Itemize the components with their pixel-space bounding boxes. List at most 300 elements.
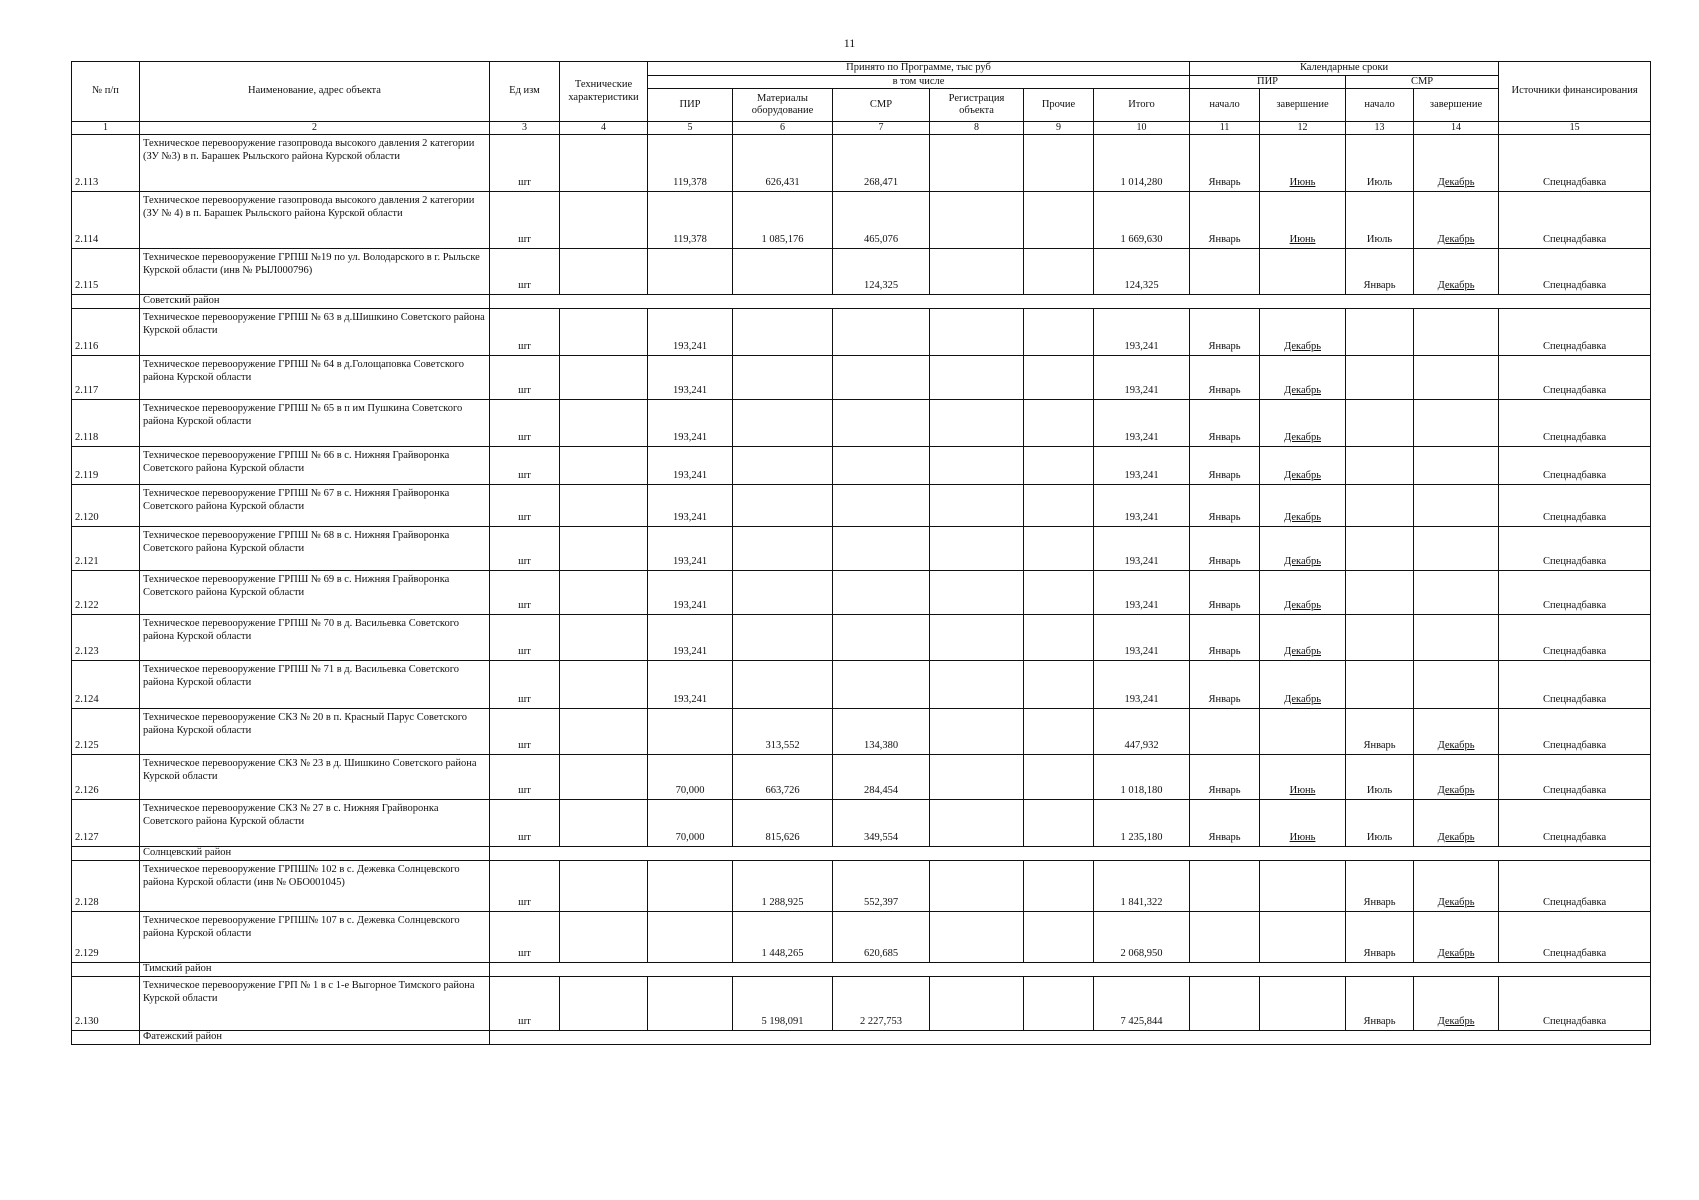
- smr-end-month: [1414, 485, 1499, 527]
- pir-start-month: [1190, 861, 1260, 912]
- unit: шт: [490, 912, 560, 963]
- pir-start-month: Январь: [1190, 571, 1260, 615]
- technical-characteristics: [560, 912, 648, 963]
- column-number: 1: [72, 122, 140, 135]
- district-cell-empty: [490, 1031, 1651, 1045]
- object-name: Техническое перевооружение ГРПШ № 64 в д.Голощаповка Советского района Курской области: [140, 356, 490, 400]
- technical-characteristics: [560, 135, 648, 192]
- column-number: 6: [733, 122, 833, 135]
- technical-characteristics: [560, 356, 648, 400]
- funding-source: Спецнадбавка: [1499, 485, 1651, 527]
- district-cell-empty: [72, 295, 140, 309]
- smr-start-month: Январь: [1346, 709, 1414, 755]
- total-cost: 124,325: [1094, 249, 1190, 295]
- district-name: Тимский район: [140, 963, 490, 977]
- funding-source: Спецнадбавка: [1499, 800, 1651, 847]
- materials-cost: [733, 527, 833, 571]
- materials-cost: [733, 356, 833, 400]
- smr-cost: 620,685: [833, 912, 930, 963]
- pir-cost: [648, 912, 733, 963]
- row-number: 2.120: [72, 485, 140, 527]
- pir-cost: 119,378: [648, 192, 733, 249]
- funding-source: Спецнадбавка: [1499, 447, 1651, 485]
- row-number: 2.122: [72, 571, 140, 615]
- registration-cost: [930, 571, 1024, 615]
- pir-start-month: Январь: [1190, 527, 1260, 571]
- table-row: [72, 615, 1651, 661]
- district-row: [72, 847, 1651, 861]
- unit: шт: [490, 400, 560, 447]
- total-cost: 193,241: [1094, 527, 1190, 571]
- header-pir-end: завершение: [1260, 89, 1346, 122]
- smr-start-month: Июль: [1346, 135, 1414, 192]
- smr-cost: [833, 661, 930, 709]
- other-cost: [1024, 661, 1094, 709]
- row-number: 2.115: [72, 249, 140, 295]
- smr-end-month: [1414, 309, 1499, 356]
- column-number: 2: [140, 122, 490, 135]
- column-number: 13: [1346, 122, 1414, 135]
- total-cost: 193,241: [1094, 447, 1190, 485]
- header-smr-start: начало: [1346, 89, 1414, 122]
- row-number: 2.127: [72, 800, 140, 847]
- table-row: [72, 527, 1651, 571]
- other-cost: [1024, 192, 1094, 249]
- smr-end-month: Декабрь: [1414, 755, 1499, 800]
- header-registration: Регистрация объекта: [930, 89, 1024, 122]
- smr-cost: [833, 527, 930, 571]
- pir-cost: [648, 861, 733, 912]
- total-cost: 447,932: [1094, 709, 1190, 755]
- header-other: Прочие: [1024, 89, 1094, 122]
- smr-cost: [833, 309, 930, 356]
- pir-start-month: Январь: [1190, 800, 1260, 847]
- smr-cost: 552,397: [833, 861, 930, 912]
- unit: шт: [490, 356, 560, 400]
- row-number: 2.130: [72, 977, 140, 1031]
- materials-cost: [733, 447, 833, 485]
- column-number: 8: [930, 122, 1024, 135]
- technical-characteristics: [560, 309, 648, 356]
- registration-cost: [930, 135, 1024, 192]
- pir-end-month: Декабрь: [1260, 485, 1346, 527]
- object-name: Техническое перевооружение ГРПШ № 63 в д.Шишкино Советского района Курской области: [140, 309, 490, 356]
- pir-cost: 193,241: [648, 571, 733, 615]
- total-cost: 1 841,322: [1094, 861, 1190, 912]
- row-number: 2.128: [72, 861, 140, 912]
- object-name: Техническое перевооружение СКЗ № 27 в с. Нижняя Грайворонка Советского района Курской области: [140, 800, 490, 847]
- header-materials: Материалы оборудование: [733, 89, 833, 122]
- smr-cost: [833, 615, 930, 661]
- pir-end-month: Декабрь: [1260, 400, 1346, 447]
- row-number: 2.119: [72, 447, 140, 485]
- technical-characteristics: [560, 400, 648, 447]
- pir-start-month: Январь: [1190, 755, 1260, 800]
- object-name: Техническое перевооружение ГРПШ № 65 в п им Пушкина Советского района Курской области: [140, 400, 490, 447]
- funding-source: Спецнадбавка: [1499, 356, 1651, 400]
- materials-cost: [733, 400, 833, 447]
- funding-source: Спецнадбавка: [1499, 309, 1651, 356]
- technical-characteristics: [560, 485, 648, 527]
- smr-cost: [833, 356, 930, 400]
- page-number: 11: [843, 36, 856, 50]
- unit: шт: [490, 485, 560, 527]
- table-header: [72, 62, 1651, 135]
- smr-start-month: [1346, 309, 1414, 356]
- table-row: [72, 912, 1651, 963]
- table-body: [72, 135, 1651, 1045]
- smr-start-month: [1346, 400, 1414, 447]
- row-number: 2.116: [72, 309, 140, 356]
- pir-start-month: Январь: [1190, 661, 1260, 709]
- object-name: Техническое перевооружение ГРПШ № 68 в с. Нижняя Грайворонка Советского района Курской области: [140, 527, 490, 571]
- materials-cost: [733, 309, 833, 356]
- pir-cost: [648, 977, 733, 1031]
- object-name: Техническое перевооружение газопровода высокого давления 2 категории (ЗУ № 4) в п. Барашек Рыльского района Курской области: [140, 192, 490, 249]
- object-name: Техническое перевооружение СКЗ № 23 в д. Шишкино Советского района Курской области: [140, 755, 490, 800]
- pir-start-month: Январь: [1190, 447, 1260, 485]
- column-number: 3: [490, 122, 560, 135]
- smr-cost: [833, 447, 930, 485]
- technical-characteristics: [560, 447, 648, 485]
- technical-characteristics: [560, 615, 648, 661]
- pir-start-month: [1190, 709, 1260, 755]
- technical-characteristics: [560, 192, 648, 249]
- smr-start-month: [1346, 447, 1414, 485]
- pir-cost: 193,241: [648, 309, 733, 356]
- registration-cost: [930, 309, 1024, 356]
- funding-source: Спецнадбавка: [1499, 661, 1651, 709]
- table-row: [72, 192, 1651, 249]
- pir-cost: 70,000: [648, 755, 733, 800]
- header-num: № п/п: [72, 62, 140, 122]
- column-numbers-row: [72, 122, 1651, 135]
- total-cost: 193,241: [1094, 485, 1190, 527]
- pir-end-month: Декабрь: [1260, 571, 1346, 615]
- unit: шт: [490, 661, 560, 709]
- smr-end-month: [1414, 661, 1499, 709]
- pir-end-month: Июнь: [1260, 135, 1346, 192]
- header-funding: Источники финансирования: [1499, 62, 1651, 122]
- column-number: 9: [1024, 122, 1094, 135]
- total-cost: 2 068,950: [1094, 912, 1190, 963]
- smr-end-month: [1414, 356, 1499, 400]
- smr-end-month: [1414, 615, 1499, 661]
- table-row: [72, 977, 1651, 1031]
- smr-start-month: [1346, 485, 1414, 527]
- materials-cost: 1 288,925: [733, 861, 833, 912]
- column-number: 15: [1499, 122, 1651, 135]
- table-row: [72, 571, 1651, 615]
- funding-source: Спецнадбавка: [1499, 135, 1651, 192]
- table-row: [72, 709, 1651, 755]
- pir-end-month: [1260, 977, 1346, 1031]
- registration-cost: [930, 861, 1024, 912]
- pir-start-month: [1190, 912, 1260, 963]
- technical-characteristics: [560, 527, 648, 571]
- header-cal-pir: ПИР: [1190, 75, 1346, 89]
- total-cost: 1 018,180: [1094, 755, 1190, 800]
- table-row: [72, 135, 1651, 192]
- other-cost: [1024, 977, 1094, 1031]
- table-row: [72, 447, 1651, 485]
- pir-end-month: Декабрь: [1260, 309, 1346, 356]
- pir-cost: [648, 709, 733, 755]
- row-number: 2.117: [72, 356, 140, 400]
- smr-end-month: Декабрь: [1414, 192, 1499, 249]
- object-name: Техническое перевооружение ГРП № 1 в с 1-е Выгорное Тимского района Курской области: [140, 977, 490, 1031]
- table-row: [72, 800, 1651, 847]
- materials-cost: 313,552: [733, 709, 833, 755]
- smr-start-month: Январь: [1346, 861, 1414, 912]
- registration-cost: [930, 485, 1024, 527]
- materials-cost: [733, 661, 833, 709]
- column-number: 14: [1414, 122, 1499, 135]
- pir-cost: 193,241: [648, 527, 733, 571]
- row-number: 2.113: [72, 135, 140, 192]
- smr-start-month: Июль: [1346, 800, 1414, 847]
- district-cell-empty: [490, 847, 1651, 861]
- district-row: [72, 295, 1651, 309]
- row-number: 2.126: [72, 755, 140, 800]
- smr-end-month: [1414, 400, 1499, 447]
- header-calendar: Календарные сроки: [1190, 62, 1499, 76]
- smr-end-month: Декабрь: [1414, 800, 1499, 847]
- funding-source: Спецнадбавка: [1499, 192, 1651, 249]
- smr-end-month: Декабрь: [1414, 709, 1499, 755]
- materials-cost: 626,431: [733, 135, 833, 192]
- smr-cost: 2 227,753: [833, 977, 930, 1031]
- row-number: 2.121: [72, 527, 140, 571]
- total-cost: 193,241: [1094, 661, 1190, 709]
- funding-source: Спецнадбавка: [1499, 977, 1651, 1031]
- smr-end-month: [1414, 571, 1499, 615]
- smr-start-month: Июль: [1346, 192, 1414, 249]
- funding-source: Спецнадбавка: [1499, 400, 1651, 447]
- other-cost: [1024, 249, 1094, 295]
- unit: шт: [490, 192, 560, 249]
- other-cost: [1024, 485, 1094, 527]
- district-cell-empty: [490, 963, 1651, 977]
- district-cell-empty: [72, 847, 140, 861]
- technical-characteristics: [560, 755, 648, 800]
- district-name: Солнцевский район: [140, 847, 490, 861]
- smr-cost: 465,076: [833, 192, 930, 249]
- pir-cost: 193,241: [648, 615, 733, 661]
- technical-characteristics: [560, 709, 648, 755]
- other-cost: [1024, 912, 1094, 963]
- table-row: [72, 485, 1651, 527]
- unit: шт: [490, 709, 560, 755]
- row-number: 2.124: [72, 661, 140, 709]
- total-cost: 1 669,630: [1094, 192, 1190, 249]
- table-row: [72, 861, 1651, 912]
- object-name: Техническое перевооружение ГРПШ № 69 в с. Нижняя Грайворонка Советского района Курской области: [140, 571, 490, 615]
- header-unit: Ед изм: [490, 62, 560, 122]
- header-including: в том числе: [648, 75, 1190, 89]
- object-name: Техническое перевооружение ГРПШ№ 102 в с. Дежевка Солнцевского района Курской области (инв № ОБО001045): [140, 861, 490, 912]
- row-number: 2.114: [72, 192, 140, 249]
- pir-end-month: Декабрь: [1260, 447, 1346, 485]
- materials-cost: 815,626: [733, 800, 833, 847]
- pir-start-month: [1190, 977, 1260, 1031]
- funding-source: Спецнадбавка: [1499, 709, 1651, 755]
- header-pir: ПИР: [648, 89, 733, 122]
- smr-end-month: Декабрь: [1414, 977, 1499, 1031]
- registration-cost: [930, 977, 1024, 1031]
- smr-cost: [833, 571, 930, 615]
- materials-cost: 663,726: [733, 755, 833, 800]
- total-cost: 193,241: [1094, 400, 1190, 447]
- pir-cost: [648, 249, 733, 295]
- header-accepted: Принято по Программе, тыс руб: [648, 62, 1190, 76]
- smr-end-month: Декабрь: [1414, 861, 1499, 912]
- other-cost: [1024, 755, 1094, 800]
- header-total: Итого: [1094, 89, 1190, 122]
- smr-end-month: Декабрь: [1414, 249, 1499, 295]
- row-number: 2.125: [72, 709, 140, 755]
- funding-source: Спецнадбавка: [1499, 249, 1651, 295]
- other-cost: [1024, 800, 1094, 847]
- pir-cost: 193,241: [648, 661, 733, 709]
- smr-end-month: [1414, 447, 1499, 485]
- pir-end-month: Декабрь: [1260, 356, 1346, 400]
- pir-end-month: [1260, 912, 1346, 963]
- header-tech: Технические характеристики: [560, 62, 648, 122]
- materials-cost: [733, 485, 833, 527]
- column-number: 12: [1260, 122, 1346, 135]
- smr-end-month: Декабрь: [1414, 912, 1499, 963]
- smr-start-month: Июль: [1346, 755, 1414, 800]
- funding-source: Спецнадбавка: [1499, 755, 1651, 800]
- table-row: [72, 249, 1651, 295]
- total-cost: 193,241: [1094, 571, 1190, 615]
- unit: шт: [490, 309, 560, 356]
- smr-start-month: [1346, 527, 1414, 571]
- pir-start-month: Январь: [1190, 400, 1260, 447]
- pir-end-month: Декабрь: [1260, 615, 1346, 661]
- funding-source: Спецнадбавка: [1499, 527, 1651, 571]
- registration-cost: [930, 755, 1024, 800]
- table-row: [72, 661, 1651, 709]
- unit: шт: [490, 977, 560, 1031]
- other-cost: [1024, 615, 1094, 661]
- district-name: Фатежский район: [140, 1031, 490, 1045]
- table-row: [72, 309, 1651, 356]
- smr-start-month: [1346, 356, 1414, 400]
- other-cost: [1024, 709, 1094, 755]
- smr-start-month: Январь: [1346, 977, 1414, 1031]
- header-smr: СМР: [833, 89, 930, 122]
- funding-source: Спецнадбавка: [1499, 571, 1651, 615]
- other-cost: [1024, 527, 1094, 571]
- technical-characteristics: [560, 977, 648, 1031]
- pir-end-month: Июнь: [1260, 192, 1346, 249]
- other-cost: [1024, 135, 1094, 192]
- table-row: [72, 356, 1651, 400]
- unit: шт: [490, 615, 560, 661]
- other-cost: [1024, 356, 1094, 400]
- pir-start-month: Январь: [1190, 135, 1260, 192]
- registration-cost: [930, 192, 1024, 249]
- registration-cost: [930, 615, 1024, 661]
- pir-cost: 193,241: [648, 447, 733, 485]
- registration-cost: [930, 447, 1024, 485]
- smr-start-month: [1346, 571, 1414, 615]
- pir-cost: 193,241: [648, 485, 733, 527]
- total-cost: 193,241: [1094, 356, 1190, 400]
- smr-cost: [833, 485, 930, 527]
- smr-start-month: [1346, 661, 1414, 709]
- pir-cost: 70,000: [648, 800, 733, 847]
- column-number: 7: [833, 122, 930, 135]
- pir-start-month: [1190, 249, 1260, 295]
- registration-cost: [930, 661, 1024, 709]
- district-row: [72, 1031, 1651, 1045]
- row-number: 2.118: [72, 400, 140, 447]
- header-cal-smr: СМР: [1346, 75, 1499, 89]
- smr-cost: 134,380: [833, 709, 930, 755]
- object-name: Техническое перевооружение СКЗ № 20 в п. Красный Парус Советского района Курской области: [140, 709, 490, 755]
- object-name: Техническое перевооружение газопровода высокого давления 2 категории (ЗУ №3) в п. Барашек Рыльского района Курской области: [140, 135, 490, 192]
- total-cost: 193,241: [1094, 615, 1190, 661]
- column-number: 11: [1190, 122, 1260, 135]
- unit: шт: [490, 527, 560, 571]
- total-cost: 1 014,280: [1094, 135, 1190, 192]
- funding-source: Спецнадбавка: [1499, 861, 1651, 912]
- district-cell-empty: [490, 295, 1651, 309]
- pir-end-month: [1260, 249, 1346, 295]
- district-row: [72, 963, 1651, 977]
- technical-characteristics: [560, 861, 648, 912]
- total-cost: 7 425,844: [1094, 977, 1190, 1031]
- object-name: Техническое перевооружение ГРПШ№ 107 в с. Дежевка Солнцевского района Курской области: [140, 912, 490, 963]
- smr-end-month: Декабрь: [1414, 135, 1499, 192]
- registration-cost: [930, 912, 1024, 963]
- object-name: Техническое перевооружение ГРПШ № 71 в д. Васильевка Советского района Курской области: [140, 661, 490, 709]
- smr-start-month: [1346, 615, 1414, 661]
- registration-cost: [930, 527, 1024, 571]
- materials-cost: [733, 249, 833, 295]
- registration-cost: [930, 249, 1024, 295]
- pir-start-month: Январь: [1190, 615, 1260, 661]
- smr-cost: 268,471: [833, 135, 930, 192]
- column-number: 5: [648, 122, 733, 135]
- smr-cost: 349,554: [833, 800, 930, 847]
- pir-cost: 193,241: [648, 356, 733, 400]
- column-number: 4: [560, 122, 648, 135]
- registration-cost: [930, 400, 1024, 447]
- other-cost: [1024, 571, 1094, 615]
- pir-end-month: Июнь: [1260, 800, 1346, 847]
- technical-characteristics: [560, 800, 648, 847]
- row-number: 2.129: [72, 912, 140, 963]
- unit: шт: [490, 249, 560, 295]
- materials-cost: [733, 571, 833, 615]
- pir-end-month: Июнь: [1260, 755, 1346, 800]
- unit: шт: [490, 800, 560, 847]
- smr-cost: [833, 400, 930, 447]
- pir-cost: 193,241: [648, 400, 733, 447]
- column-number: 10: [1094, 122, 1190, 135]
- smr-start-month: Январь: [1346, 912, 1414, 963]
- registration-cost: [930, 800, 1024, 847]
- row-number: 2.123: [72, 615, 140, 661]
- unit: шт: [490, 571, 560, 615]
- technical-characteristics: [560, 249, 648, 295]
- registration-cost: [930, 709, 1024, 755]
- materials-cost: 5 198,091: [733, 977, 833, 1031]
